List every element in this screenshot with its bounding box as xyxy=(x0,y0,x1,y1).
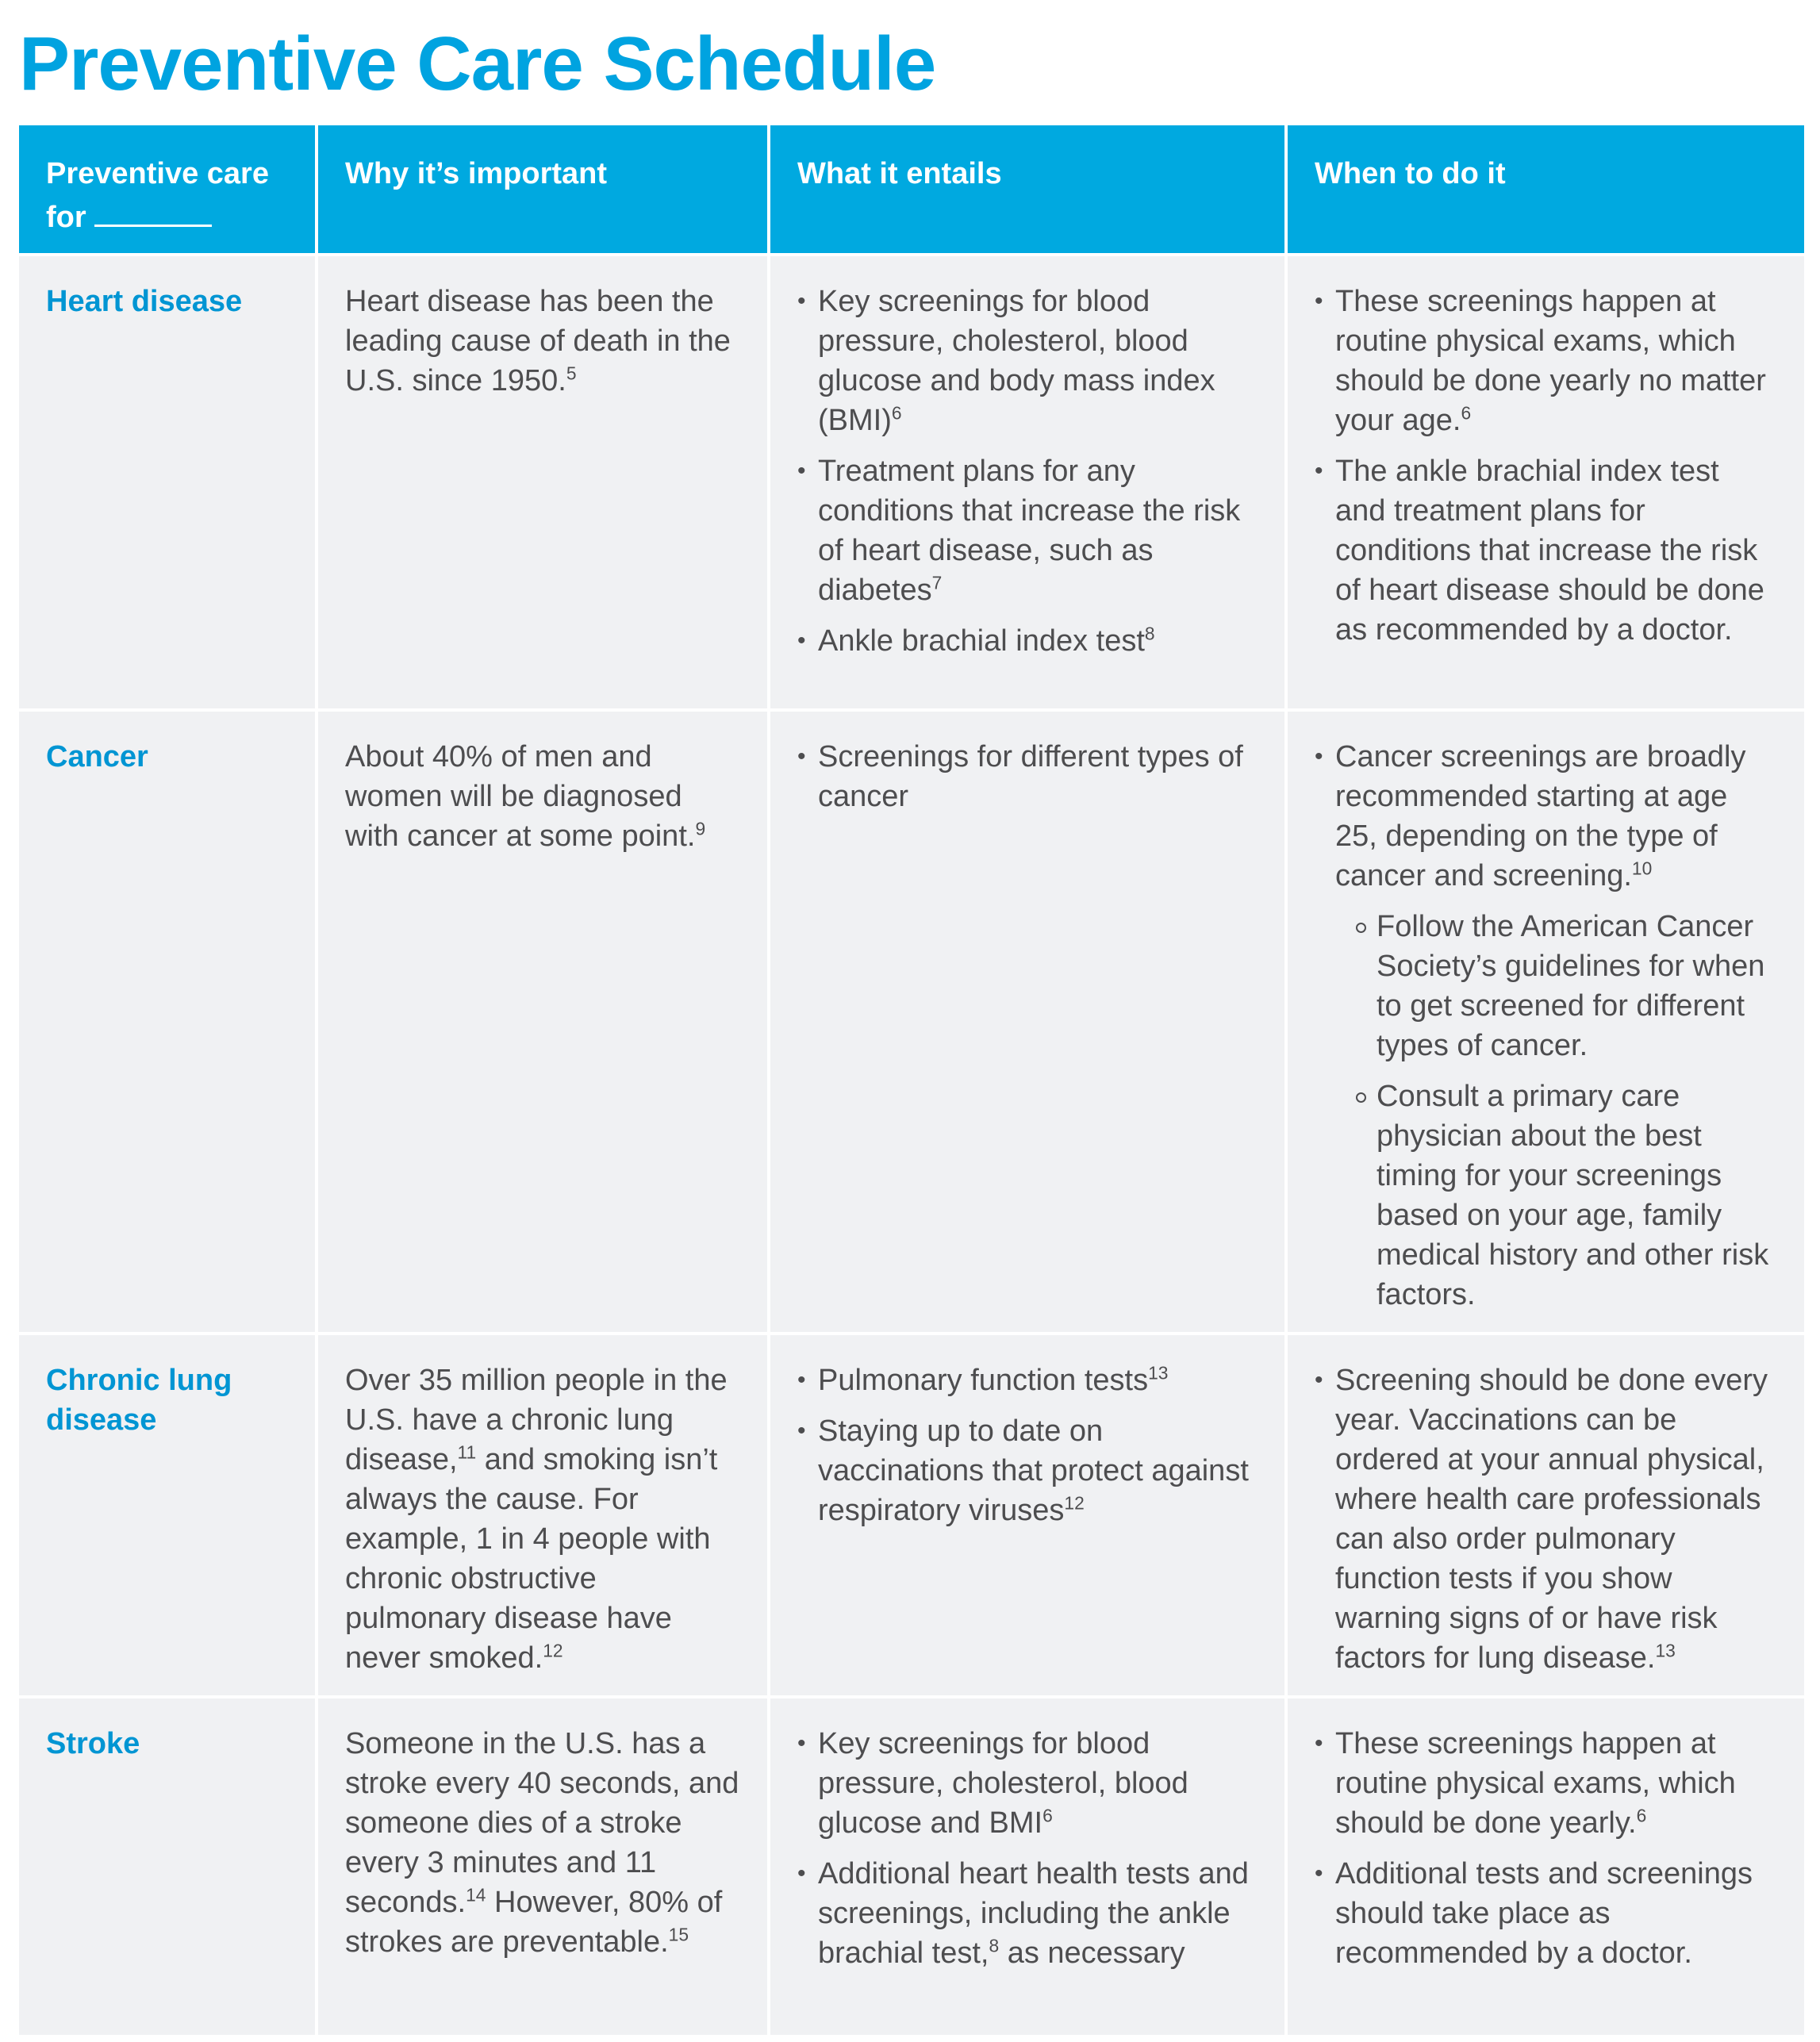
why-cell xyxy=(317,710,769,1334)
footnote-ref: 15 xyxy=(668,1924,689,1945)
list-item: • Screening should be done every year. Vaccinations can be ordered at your annual physical, where health care professionals can also order pulmonary function tests if you show warning signs of or have risk factors for lung disease.$^{13}$ xyxy=(1315,1361,1777,1678)
footnote-ref: 14 xyxy=(466,1884,486,1906)
footnote-ref: 9 xyxy=(695,818,706,839)
what-cell xyxy=(769,710,1286,1334)
table-row xyxy=(19,1334,1804,1697)
category-cell: Stroke xyxy=(19,1697,317,2035)
sub-list xyxy=(1335,907,1777,1315)
list-item: • Key screenings for blood pressure, cholesterol, blood glucose and BMI$^6$ xyxy=(797,1724,1257,1843)
list-item: • Additional tests and screenings should take place as recommended by a doctor. xyxy=(1315,1854,1777,1973)
when-cell xyxy=(1286,255,1804,710)
table-header-row xyxy=(19,125,1804,255)
list-item: • Treatment plans for any conditions that increase the risk of heart disease, such as diabetes$^7$ xyxy=(797,451,1257,610)
page-title: Preventive Care Schedule xyxy=(19,21,936,106)
what-list xyxy=(797,737,1257,816)
why-cell xyxy=(317,1697,769,2035)
why-text: However, 80% of strokes are preventable. xyxy=(345,1886,723,1959)
why-text: and smoking isn’t always the cause. For example, 1 in 4 people with chronic obstructive pulmonary disease have never smoked. xyxy=(345,1443,718,1675)
header-when-to-do-it: When to do it xyxy=(1286,125,1804,255)
list-item: • These screenings happen at routine physical exams, which should be done yearly no matter your age.$^6$ xyxy=(1315,282,1777,440)
footnote-ref: 7 xyxy=(931,572,943,593)
footnote-ref: 12 xyxy=(543,1640,563,1661)
why-cell xyxy=(317,255,769,710)
list-item: • Screenings for different types of cancer xyxy=(797,737,1257,816)
category-cell: Cancer xyxy=(19,710,317,1334)
footnote-ref: 10 xyxy=(1631,858,1653,879)
why-text: Someone in the U.S. has a stroke every 40 seconds, and someone dies of a stroke every 3 minutes and 11 seconds. xyxy=(345,1727,739,1919)
footnote-ref: 5 xyxy=(566,363,577,384)
footnote-ref: 6 xyxy=(1042,1805,1053,1826)
when-list xyxy=(1315,1361,1777,1678)
why-text: About 40% of men and women will be diagnosed with cancer at some point. xyxy=(345,740,696,853)
preventive-care-table xyxy=(19,125,1804,2035)
why-cell xyxy=(317,1334,769,1697)
list-item: • Pulmonary function tests$^{13}$ xyxy=(797,1361,1257,1400)
what-list xyxy=(797,1724,1257,1973)
blank-underline xyxy=(94,194,212,227)
when-cell xyxy=(1286,710,1804,1334)
footnote-ref: 12 xyxy=(1064,1492,1085,1514)
table-row xyxy=(19,255,1804,710)
footnote-ref: 8 xyxy=(989,1935,1000,1956)
category-cell: Heart disease xyxy=(19,255,317,710)
what-cell xyxy=(769,255,1286,710)
list-item: • The ankle brachial index test and treatment plans for conditions that increase the risk of heart disease should be done as recommended by a doctor. xyxy=(1315,451,1777,650)
when-list xyxy=(1315,1724,1777,1973)
footnote-ref: 6 xyxy=(891,402,902,424)
footnote-ref: 13 xyxy=(1655,1640,1676,1661)
what-list xyxy=(797,282,1257,661)
when-cell xyxy=(1286,1697,1804,2035)
when-list xyxy=(1315,282,1777,650)
when-cell xyxy=(1286,1334,1804,1697)
why-text: Heart disease has been the leading cause of death in the U.S. since 1950. xyxy=(345,285,731,397)
sub-list-item: Follow the American Cancer Society’s guidelines for when to get screened for different types of cancer. xyxy=(1354,907,1777,1065)
when-list xyxy=(1315,737,1777,1315)
list-item: • Staying up to date on vaccinations that protect against respiratory viruses$^{12}$ xyxy=(797,1411,1257,1530)
list-item: • Cancer screenings are broadly recommended starting at age 25, depending on the type of cancer and screening.$^{10}$ Follow the American Cancer Society’s guidelines for when to get screened for different types of cancer. Consult a primary care physician about the best timing for your screenings based on your age, family medical history and other risk factors. xyxy=(1315,737,1777,1315)
table-row xyxy=(19,710,1804,1334)
what-list xyxy=(797,1361,1257,1530)
category-cell: Chronic lung disease xyxy=(19,1334,317,1697)
why-text: Over 35 million people in the U.S. have a chronic lung disease, xyxy=(345,1364,728,1476)
footnote-ref: 8 xyxy=(1144,623,1155,644)
header-preventive-care-for xyxy=(19,125,317,255)
table-row xyxy=(19,1697,1804,2035)
list-item: • These screenings happen at routine physical exams, which should be done yearly.$^6$ xyxy=(1315,1724,1777,1843)
header-label: Preventive care for xyxy=(46,157,269,234)
list-item: • Key screenings for blood pressure, cholesterol, blood glucose and body mass index (BMI)$^6$ xyxy=(797,282,1257,440)
header-why-important: Why it’s important xyxy=(317,125,769,255)
footnote-ref: 13 xyxy=(1148,1362,1169,1384)
footnote-ref: 11 xyxy=(457,1441,477,1463)
footnote-ref: 6 xyxy=(1461,402,1472,424)
sub-list-item: Consult a primary care physician about the best timing for your screenings based on your age, family medical history and other risk factors. xyxy=(1354,1077,1777,1315)
footnote-ref: 6 xyxy=(1636,1805,1647,1826)
what-cell xyxy=(769,1697,1286,2035)
header-what-it-entails: What it entails xyxy=(769,125,1286,255)
what-cell xyxy=(769,1334,1286,1697)
list-item: • Additional heart health tests and screenings, including the ankle brachial test,$^8$ as necessary xyxy=(797,1854,1257,1973)
list-item: • Ankle brachial index test$^8$ xyxy=(797,621,1257,661)
